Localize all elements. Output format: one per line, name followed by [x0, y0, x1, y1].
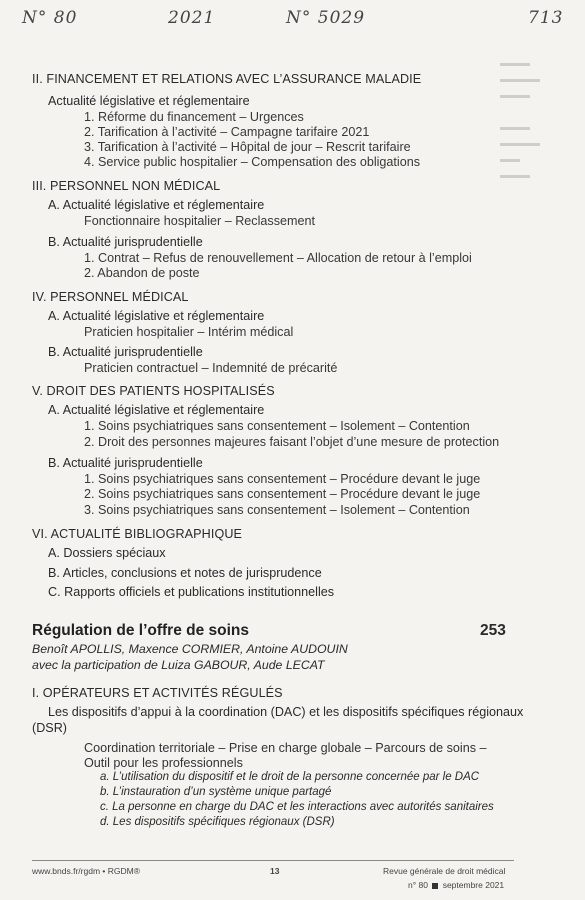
handwritten-issue: N° 80: [22, 8, 78, 28]
footer-rule: [32, 860, 514, 861]
toc-item: 1. Soins psychiatriques sans consentement – Isolement – Contention: [84, 419, 470, 433]
subsection-heading: B. Actualité jurisprudentielle: [48, 235, 203, 249]
footer-journal: Revue générale de droit médical: [383, 866, 506, 876]
section-heading: I. OPÉRATEURS ET ACTIVITÉS RÉGULÉS: [32, 686, 283, 700]
footer-issue-date: septembre 2021: [442, 880, 505, 890]
square-bullet-icon: [432, 883, 438, 889]
subsection-heading: B. Actualité jurisprudentielle: [48, 456, 203, 470]
toc-item: 4. Service public hospitalier – Compensation des obligations: [84, 155, 421, 169]
footer-issue-number: n° 80: [408, 880, 428, 890]
toc-item: Fonctionnaire hospitalier – Reclassement: [84, 214, 316, 228]
section-heading: VI. ACTUALITÉ BIBLIOGRAPHIQUE: [32, 527, 243, 541]
toc-subitem: a. L’utilisation du dispositif et le droit de la personne concernée par le DAC: [100, 771, 480, 783]
toc-subitem: b. L’instauration d’un système unique partagé: [100, 786, 332, 798]
toc-item: 2. Abandon de poste: [84, 266, 200, 280]
handwritten-code: 713: [528, 8, 564, 28]
toc-item: 2. Soins psychiatriques sans consentement – Procédure devant le juge: [84, 487, 481, 501]
subsection-heading-cont: (DSR): [32, 721, 67, 735]
keywords-line: Coordination territoriale – Prise en charge globale – Parcours de soins –: [84, 741, 487, 755]
subsection-heading: A. Dossiers spéciaux: [48, 546, 166, 560]
footer-website: www.bnds.fr/rgdm • RGDM®: [32, 866, 140, 876]
subsection-heading: Les dispositifs d’appui à la coordination (DAC) et les dispositifs spécifiques régionaux: [48, 705, 524, 719]
toc-item: 1. Contrat – Refus de renouvellement – Allocation de retour à l’emploi: [84, 251, 472, 265]
toc-item: Praticien hospitalier – Intérim médical: [84, 325, 294, 339]
toc-item: 3. Tarification à l’activité – Hôpital de jour – Rescrit tarifaire: [84, 140, 411, 154]
chapter-title: Régulation de l’offre de soins: [32, 622, 250, 639]
section-heading: III. PERSONNEL NON MÉDICAL: [32, 179, 221, 193]
handwritten-year: 2021: [168, 8, 216, 28]
section-heading: IV. PERSONNEL MÉDICAL: [32, 290, 189, 304]
subsection-heading: A. Actualité législative et réglementaire: [48, 198, 265, 212]
show-through-text: ▬▬▬ ▬▬▬▬ ▬▬▬ ▬▬▬ ▬▬▬▬ ▬▬ ▬▬▬: [500, 58, 540, 181]
toc-item: Praticien contractuel – Indemnité de précarité: [84, 361, 338, 375]
toc-item: 2. Droit des personnes majeures faisant l’objet d’une mesure de protection: [84, 435, 500, 449]
footer-page-number: 13: [270, 866, 280, 876]
keywords-line: Outil pour les professionnels: [84, 756, 243, 770]
toc-subitem: c. La personne en charge du DAC et les interactions avec autorités sanitaires: [100, 801, 494, 813]
section-heading: V. DROIT DES PATIENTS HOSPITALISÉS: [32, 384, 275, 398]
toc-item: 1. Réforme du financement – Urgences: [84, 110, 304, 124]
handwritten-number: N° 5029: [286, 8, 366, 28]
section-heading: II. FINANCEMENT ET RELATIONS AVEC L’ASSURANCE MALADIE: [32, 72, 422, 86]
subsection-heading: B. Articles, conclusions et notes de jurisprudence: [48, 566, 322, 580]
footer-issue: [408, 880, 504, 890]
toc-subitem: d. Les dispositifs spécifiques régionaux (DSR): [100, 816, 335, 828]
chapter-authors: Benoît APOLLIS, Maxence CORMIER, Antoine AUDOUIN: [32, 642, 348, 656]
subsection-heading: A. Actualité législative et réglementaire: [48, 403, 265, 417]
subsection-heading: C. Rapports officiels et publications institutionnelles: [48, 585, 335, 599]
toc-item: 1. Soins psychiatriques sans consentement – Procédure devant le juge: [84, 472, 481, 486]
subsection-heading: A. Actualité législative et réglementaire: [48, 309, 265, 323]
chapter-participation: avec la participation de Luiza GABOUR, Aude LECAT: [32, 658, 325, 672]
subsection-heading: B. Actualité jurisprudentielle: [48, 345, 203, 359]
subsection-heading: Actualité législative et réglementaire: [48, 94, 250, 108]
chapter-page-number: 253: [480, 622, 506, 639]
toc-item: 2. Tarification à l’activité – Campagne tarifaire 2021: [84, 125, 370, 139]
toc-item: 3. Soins psychiatriques sans consentement – Isolement – Contention: [84, 503, 470, 517]
